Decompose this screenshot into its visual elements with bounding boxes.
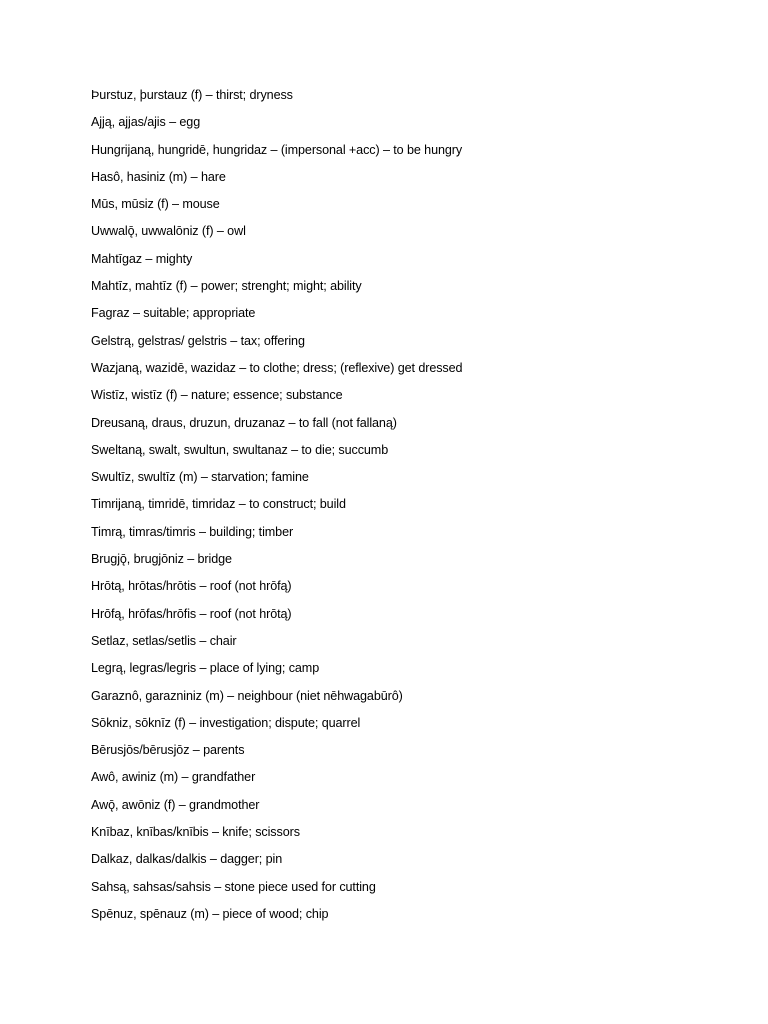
vocabulary-entry: Spēnuz, spēnauz (m) – piece of wood; chip: [91, 906, 329, 921]
vocabulary-entry: Mūs, mūsiz (f) – mouse: [91, 197, 220, 212]
vocabulary-entry: Mahtīgaz – mighty: [91, 251, 193, 266]
vocabulary-entry: Ajją, ajjas/ajis – egg: [91, 115, 201, 130]
vocabulary-entry: Setlaz, setlas/setlis – chair: [91, 633, 237, 648]
vocabulary-entry: Hrōtą, hrōtas/hrōtis – roof (not hrōfą): [91, 579, 292, 594]
vocabulary-entry: Gelstrą, gelstras/ gelstris – tax; offering: [91, 333, 305, 348]
vocabulary-list: [91, 84, 731, 930]
vocabulary-entry: Garaznô, garazniniz (m) – neighbour (niet nēhwagabūrô): [91, 688, 403, 703]
vocabulary-entry: Sweltaną, swalt, swultun, swultanaz – to die; succumb: [91, 442, 389, 457]
vocabulary-entry: Timrą, timras/timris – building; timber: [91, 524, 294, 539]
vocabulary-entry: Wistīz, wistīz (f) – nature; essence; substance: [91, 388, 343, 403]
vocabulary-entry: Dalkaz, dalkas/dalkis – dagger; pin: [91, 852, 283, 867]
vocabulary-entry: Brugjǭ, brugjōniz – bridge: [91, 552, 232, 567]
vocabulary-entry: Dreusaną, draus, druzun, druzanaz – to fall (not fallaną): [91, 415, 397, 430]
vocabulary-entry: Uwwalǭ, uwwalōniz (f) – owl: [91, 224, 246, 239]
vocabulary-entry: Mahtīz, mahtīz (f) – power; strenght; might; ability: [91, 279, 362, 294]
vocabulary-entry: Hrōfą, hrōfas/hrōfis – roof (not hrōtą): [91, 606, 292, 621]
vocabulary-entry: Wazjaną, wazidē, wazidaz – to clothe; dress; (reflexive) get dressed: [91, 360, 463, 375]
vocabulary-entry: Sōkniz, sōknīz (f) – investigation; dispute; quarrel: [91, 715, 361, 730]
vocabulary-entry: Bērusjōs/bērusjōz – parents: [91, 743, 245, 758]
vocabulary-entry: Timrijaną, timridē, timridaz – to construct; build: [91, 497, 346, 512]
vocabulary-entry: Fagraz – suitable; appropriate: [91, 306, 256, 321]
vocabulary-entry: Hungrijaną, hungridē, hungridaz – (impersonal +acc) – to be hungry: [91, 142, 463, 157]
vocabulary-entry: Legrą, legras/legris – place of lying; camp: [91, 661, 320, 676]
vocabulary-entry: Þurstuz, þurstauz (f) – thirst; dryness: [91, 88, 293, 102]
vocabulary-entry: Knībaz, knības/knībis – knife; scissors: [91, 825, 300, 840]
vocabulary-entry: Awô, awiniz (m) – grandfather: [91, 770, 256, 785]
vocabulary-entry: Awǭ, awōniz (f) – grandmother: [91, 797, 260, 812]
vocabulary-entry: Hasô, hasiniz (m) – hare: [91, 169, 226, 184]
vocabulary-entry: Swultīz, swultīz (m) – starvation; famine: [91, 470, 309, 485]
vocabulary-entry: Sahsą, sahsas/sahsis – stone piece used for cutting: [91, 879, 376, 894]
